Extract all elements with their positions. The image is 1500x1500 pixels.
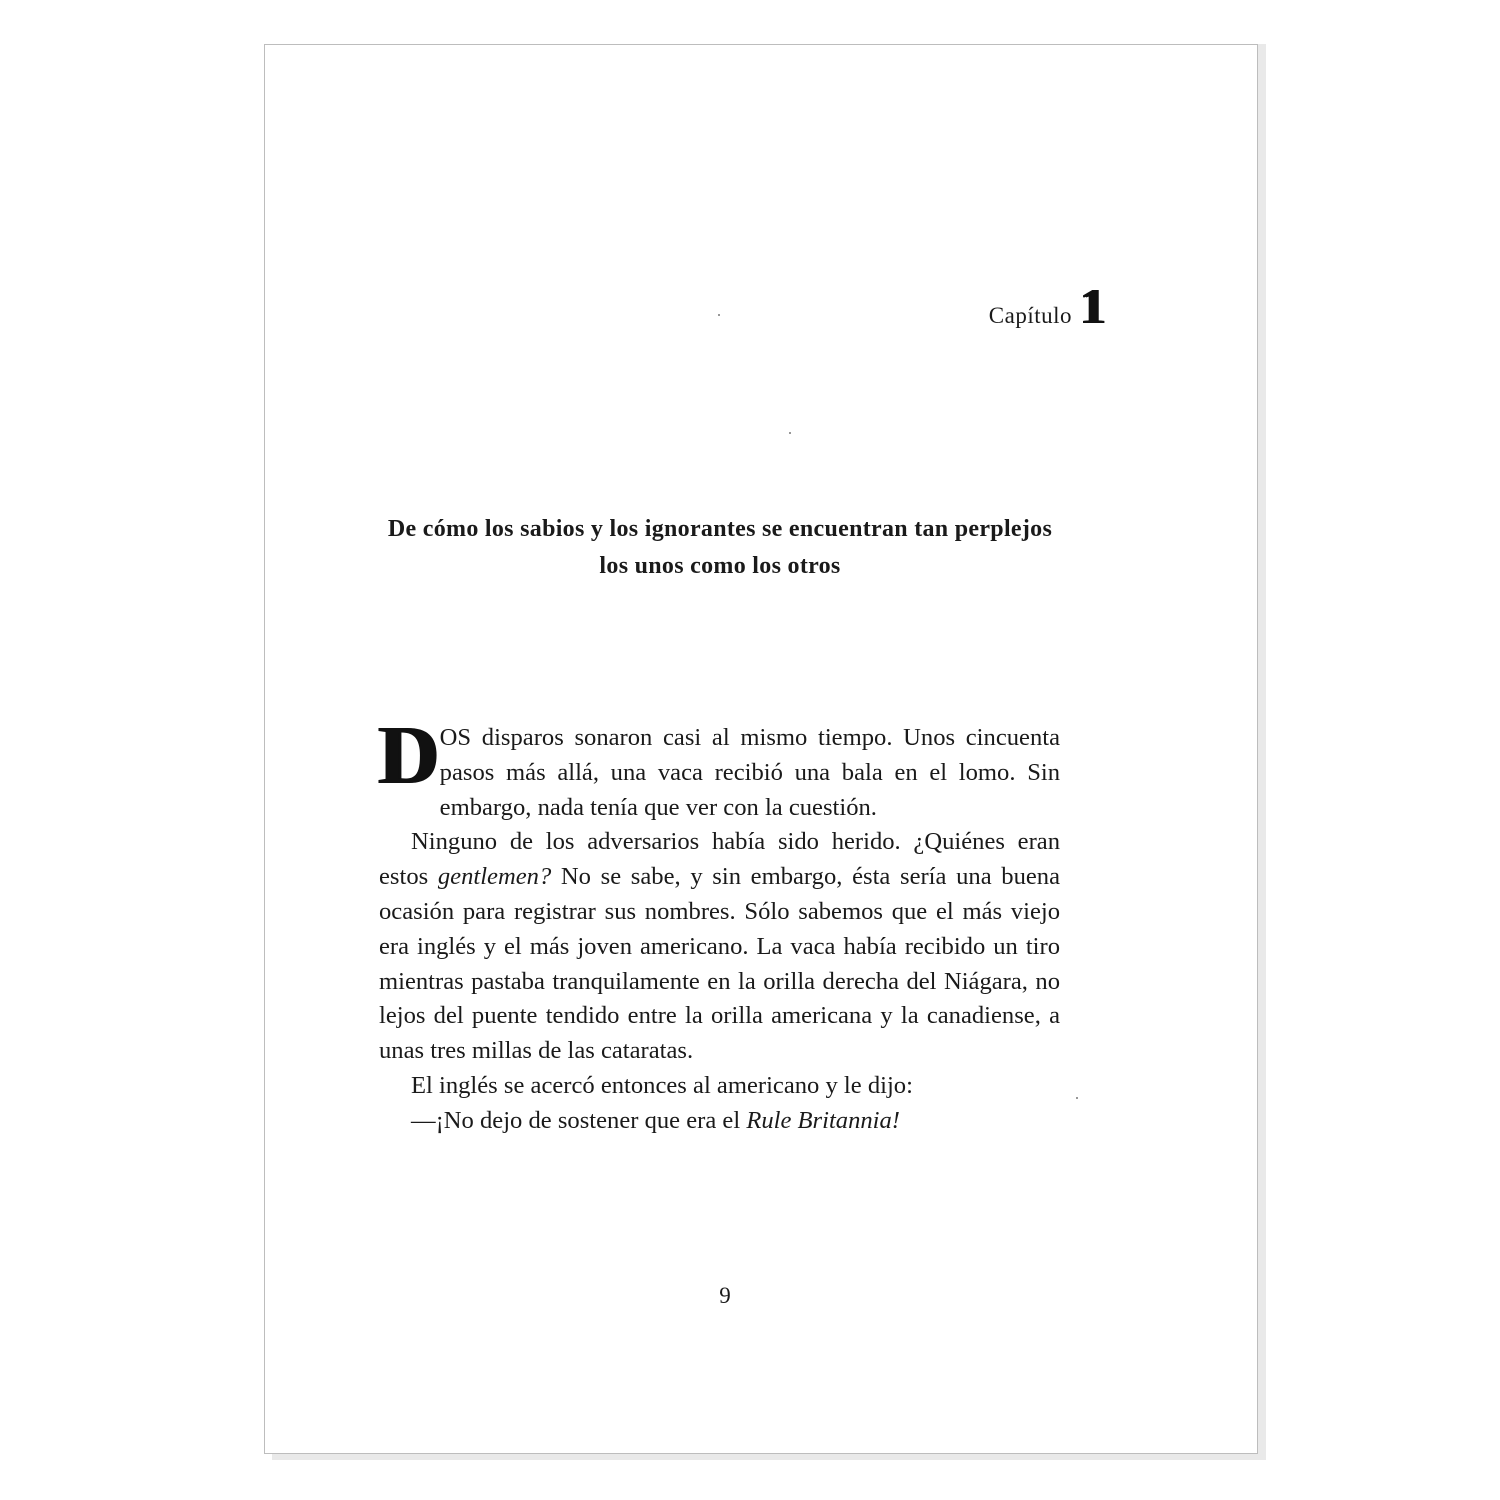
chapter-title: De cómo los sabios y los ignorantes se encuentran tan perplejos los unos como los otros: [387, 516, 1053, 579]
chapter-heading: [865, 278, 1105, 334]
body-text: [379, 685, 1060, 1139]
paragraph-2-text-a: Ninguno de los adversarios había sido herido. ¿Quiénes eran estos: [379, 828, 1060, 891]
paper-speck: [1076, 1097, 1078, 1099]
paragraph-3: El inglés se acercó entonces al americano y le dijo:: [411, 1071, 913, 1099]
page-number: 9: [719, 1283, 731, 1308]
paragraph-4-text: —¡No dejo de sostener que era el: [411, 1106, 747, 1134]
paragraph-2: [379, 825, 1060, 1069]
paragraph-1-text: OS disparos sonaron casi al mismo tiempo. Unos cincuenta pasos más allá, una vaca recibió una bala en el lomo. Sin embargo, nada tenía que ver con la cuestión.: [439, 724, 1060, 821]
paragraph-2-italic: gentlemen?: [437, 863, 552, 891]
paper-speck: [789, 432, 791, 434]
paragraph-4: [379, 1104, 1060, 1139]
paragraph-4-italic: Rule Britannia!: [746, 1106, 900, 1134]
paragraph-2-text-b: No se sabe, y sin embargo, ésta sería una buena ocasión para registrar sus nombres. Sólo sabemos que el más viejo era inglés y el más joven americano. La vaca había recibido un tiro mientras pastaba tranquilamente en la orilla derecha del Niágara, no lejos del puente tendido entre la orilla americana y la canadiense, a unas tres millas de las cataratas.: [379, 863, 1061, 1065]
chapter-number: 1: [1080, 278, 1105, 334]
paragraph-1: [379, 685, 1060, 825]
paper-speck: [718, 314, 720, 316]
book-page: [264, 44, 1258, 1454]
chapter-label: Capítulo: [988, 303, 1072, 328]
drop-cap: D: [377, 709, 438, 802]
